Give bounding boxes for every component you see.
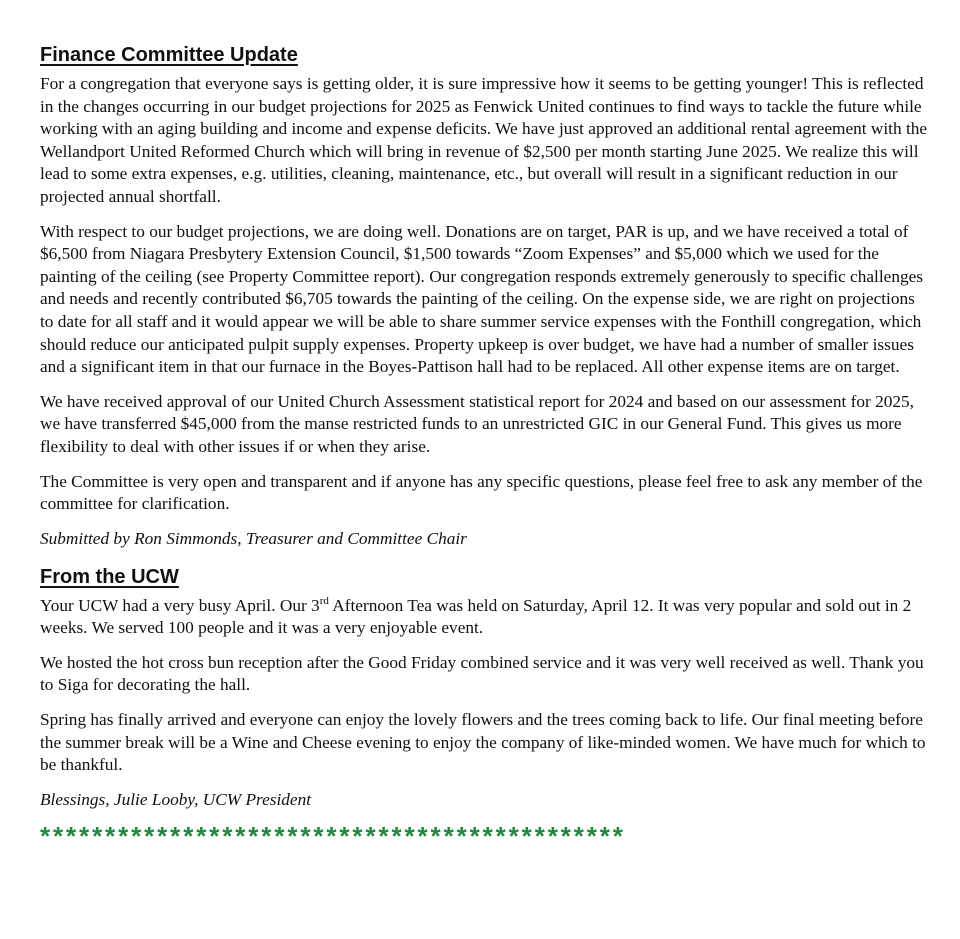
star-divider: ********************************************* [40,820,626,851]
ordinal-suffix: rd [319,594,329,607]
finance-paragraph-4: The Committee is very open and transparent and if anyone has any specific questions, please feel free to ask any member of the committee for clarification. [40,471,923,514]
ucw-section [40,564,930,811]
finance-heading: Finance Committee Update [40,44,298,66]
finance-paragraph-2: With respect to our budget projections, we are doing well. Donations are on target, PAR is up, and we have received a total of $6,500 from Niagara Presbytery Extension Council, $1,500 towards “Zoom Expenses” and $5,000 which we used for the painting of the ceiling (see Property Committee report). Our congregation responds extremely generously to specific challenges and needs and recently contributed $6,705 towards the painting of the ceiling. On the expense side, we are right on projections to date for all staff and it would appear we will be able to share summer service expenses with the Fonthill congregation, which should reduce our anticipated pulpit supply expenses. Property upkeep is over budget, we have had a number of smaller issues and a significant item in that our furnace in the Boyes-Pattison hall had to be replaced. All other expense items are on target. [40,221,923,377]
finance-paragraph-1: For a congregation that everyone says is getting older, it is sure impressive how it seems to be getting younger! This is reflected in the changes occurring in our budget projections for 2025 as Fenwick United continues to find ways to tackle the future while working with an aging building and income and expense deficits. We have just approved an additional rental agreement with the Wellandport United Reformed Church which will bring in revenue of $2,500 per month starting June 2025. We realize this will lead to some extra expenses, e.g. utilities, cleaning, maintenance, etc., but overall will result in a significant reduction in our projected annual shortfall. [40,74,928,206]
ucw-paragraph-1 [40,595,930,640]
finance-section [40,42,930,550]
ucw-paragraph-2: We hosted the hot cross bun reception after the Good Friday combined service and it was very well received as well. Thank you to Siga for decorating the hall. [40,652,924,695]
finance-paragraph-3: We have received approval of our United Church Assessment statistical report for 2024 and based on our assessment for 2025, we have transferred $45,000 from the manse restricted funds to an unrestricted GIC in our General Fund. This gives us more flexibility to deal with other issues if or when they arise. [40,391,914,456]
ucw-paragraph-1-start: Your UCW had a very busy April. Our 3 [40,595,320,615]
ucw-paragraph-1-end: Afternoon Tea was held on Saturday, April 12. It was very popular and sold out in 2 weeks. We served 100 people and it was a very enjoyable event. [40,595,912,638]
ucw-paragraph-3: Spring has finally arrived and everyone can enjoy the lovely flowers and the trees coming back to life. Our final meeting before the summer break will be a Wine and Cheese evening to enjoy the company of like-minded women. We have much for which to be thankful. [40,710,926,775]
ucw-signature: Blessings, Julie Looby, UCW President [40,789,312,809]
ucw-heading: From the UCW [40,565,179,588]
finance-signature: Submitted by Ron Simmonds, Treasurer and Committee Chair [40,528,467,548]
newsletter-page [40,42,930,849]
